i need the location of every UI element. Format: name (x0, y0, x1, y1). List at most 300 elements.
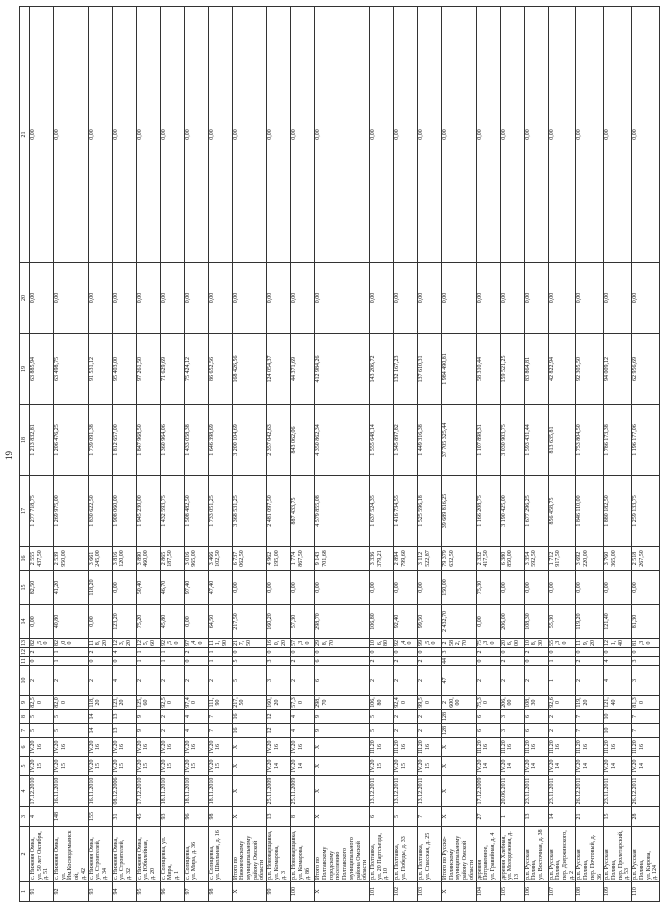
table-cell: 10 (604, 710, 632, 724)
table-cell: 1 (208, 657, 232, 666)
table-cell: 3 112 522,87 (417, 547, 441, 571)
table-cell: р.п. Русская Поляна, пер. Пролетарский, д. 53 (604, 827, 632, 882)
table-cell: 0 (88, 657, 112, 666)
table-cell: 102 (393, 882, 417, 902)
table-row (548, 7, 576, 902)
table-cell: 2 (476, 648, 500, 657)
table-cell: 125,60 (136, 639, 160, 648)
table-cell: 3 (441, 648, 476, 657)
header-cell: 13 (20, 639, 30, 648)
table-cell: 55,30 (548, 605, 576, 639)
table-cell: деревня Хлебная, ул. Молодежная, д. 13 (500, 827, 524, 882)
table-cell: 0,00 (267, 7, 291, 263)
table-cell: 82,50 (30, 696, 54, 710)
table-cell: 2 (393, 710, 417, 724)
table-cell: IV.2015 (30, 757, 54, 776)
table-cell: 42 822,94 (548, 334, 576, 405)
table-cell: 217,50 (232, 605, 267, 639)
table-cell: 94 (112, 882, 136, 902)
table-cell: 1 984 490,81 (441, 334, 476, 405)
table-cell: IV.2014 (548, 757, 576, 776)
table-cell: 155 (88, 807, 112, 827)
table-cell: 2 (291, 657, 315, 666)
table-cell: 0,00 (393, 571, 417, 605)
table-cell: 0,00 (524, 7, 548, 263)
table-cell: 3 354 592,50 (524, 547, 548, 571)
table-cell: 0 (604, 648, 632, 657)
table-cell: 0,00 (88, 263, 112, 334)
table-cell: 103 (417, 882, 441, 902)
table-cell: 79 379 632,50 (441, 547, 476, 571)
table-cell: 26.12.2011 (632, 776, 660, 807)
table-cell: 0 (232, 648, 267, 657)
table-cell: 0,00 (54, 7, 89, 263)
header-row (20, 7, 30, 902)
table-cell: 1 908 060,00 (112, 476, 136, 547)
table-cell: с. Нижняя Омка, ул. 50 лет Октября, д. 51 (30, 827, 54, 882)
table-cell: р.п. Полтавка, ул. Спасская, д. 25 (417, 827, 441, 882)
table-cell: 0,00 (112, 571, 136, 605)
header-cell: 14 (20, 605, 30, 639)
table-cell: 2 (160, 710, 184, 724)
table-cell: 0,00 (30, 605, 54, 639)
table-cell: 2 (548, 724, 576, 738)
table-cell: 6 (315, 666, 370, 696)
table-cell: IV.2015 (160, 757, 184, 776)
table-cell: 160,20 (267, 696, 291, 710)
table-cell: 111,90 (208, 696, 232, 710)
table-cell: 0,00 (369, 571, 393, 605)
table-cell: 82,50 (30, 639, 54, 648)
table-row (417, 7, 441, 902)
table-cell: 71 629,69 (160, 334, 184, 405)
table-cell: 0,00 (369, 7, 393, 263)
table-cell: 0 (291, 648, 315, 657)
table-cell: X (315, 882, 370, 902)
table-cell: 121,40 (604, 696, 632, 710)
table-cell: 143 206,72 (369, 334, 393, 405)
table-cell: 6 737 062,50 (232, 547, 267, 571)
table-cell: 6 (369, 807, 393, 827)
table-cell: 2 (30, 666, 54, 696)
table-cell: 0,00 (267, 571, 291, 605)
table-cell: 0 (267, 648, 291, 657)
table-cell: IV.2016 (54, 738, 89, 757)
table-cell: 1 637 524,35 (369, 476, 393, 547)
table-cell: 82,00 (54, 696, 89, 710)
table-cell: 2 (417, 657, 441, 666)
table-cell: 13 (112, 710, 136, 724)
header-cell: 18 (20, 405, 30, 476)
table-cell: 100 (291, 882, 315, 902)
table-cell: 7 (632, 724, 660, 738)
table-cell: III.2016 (548, 738, 576, 757)
table-row (136, 7, 160, 902)
table-cell: 2 (393, 666, 417, 696)
table-cell: 57,30 (291, 605, 315, 639)
table-cell: 0,00 (604, 263, 632, 334)
table-cell: 47,40 (208, 571, 232, 605)
table-cell: IV.2016 (208, 738, 232, 757)
table-cell: 3 (632, 657, 660, 666)
table-cell: 0,00 (441, 263, 476, 334)
table-cell: 2 (393, 657, 417, 666)
table-cell: 13.12.2011 (393, 776, 417, 807)
table-cell: 27 (476, 807, 500, 827)
table-cell: р.п. Русская Поляна, пер. Дзержинского, д. 2 (548, 827, 576, 882)
table-cell: 1 677 296,25 (524, 476, 548, 547)
table-cell: 0,00 (88, 7, 112, 263)
table-cell: 64,50 (208, 605, 232, 639)
table-cell: 16.11.2010 (54, 776, 89, 807)
table-cell: 92 (54, 882, 89, 902)
table-cell: 57,30 (291, 696, 315, 710)
table-cell: 9 (315, 724, 370, 738)
table-cell: 106,80 (369, 605, 393, 639)
table-cell: 97,40 (184, 639, 208, 648)
table-cell: X (441, 807, 476, 827)
table-cell: 2 (500, 657, 524, 666)
table-cell: IV.2016 (136, 738, 160, 757)
table-cell: 206,00 (500, 639, 524, 648)
total-row (441, 7, 476, 902)
table-cell: 0,00 (548, 263, 576, 334)
table-cell: 1 739 091,38 (88, 405, 112, 476)
table-cell: с. Нижняя Омка, ул. Строителей, д. 34 (88, 827, 112, 882)
total-row (315, 7, 370, 902)
table-cell: 1 206 476,25 (54, 405, 89, 476)
table-cell: 5 (369, 710, 393, 724)
table-cell: 23.11.2011 (524, 776, 548, 807)
table-cell: 6 (524, 710, 548, 724)
table-cell: 2 (184, 648, 208, 657)
table-row (88, 7, 112, 902)
table-cell: 2 432,70 (441, 605, 476, 639)
table-cell: 0,00 (267, 263, 291, 334)
table-cell: 6 (476, 710, 500, 724)
table-cell: 119,20 (576, 605, 604, 639)
table-cell: III.2016 (417, 738, 441, 757)
table-cell: 123,20 (112, 639, 136, 648)
table-cell: 9 (315, 710, 370, 724)
table-cell: X (315, 757, 370, 776)
table-cell: 4 (291, 710, 315, 724)
table-row (184, 7, 208, 902)
table-cell: 75,30 (476, 571, 500, 605)
table-cell: 0,00 (208, 263, 232, 334)
table-cell: 18.11.2010 (208, 776, 232, 807)
table-cell: 206,00 (500, 605, 524, 639)
table-cell: р.п. Нововарщавка, ул. Комарова, д. 8б (291, 827, 315, 882)
table-cell: 4 (112, 648, 136, 657)
table-cell: 5 (54, 710, 89, 724)
table-cell: 2 (524, 648, 548, 657)
table-cell: 0,00 (184, 263, 208, 334)
table-cell: 1 646 398,69 (208, 405, 232, 476)
table-cell: 1 880 182,50 (604, 476, 632, 547)
table-cell: 3 336 379,21 (369, 547, 393, 571)
table-cell: 82,00 (54, 639, 89, 648)
table-cell: IV.2014 (500, 757, 524, 776)
table-cell: IV.2016 (267, 738, 291, 757)
table-cell: X (441, 882, 476, 902)
table-cell: 57,30 (291, 639, 315, 648)
table-row (500, 7, 524, 902)
table-cell: 50,40 (136, 571, 160, 605)
table-cell: 97,40 (184, 696, 208, 710)
table-cell: 75,30 (476, 639, 500, 648)
table-cell: 4 579 855,08 (315, 476, 370, 547)
table-cell: 118,20 (88, 696, 112, 710)
table-cell: III.2016 (369, 738, 393, 757)
table-cell: 0,00 (524, 263, 548, 334)
table-cell: 41,20 (54, 571, 89, 605)
table-cell: 44 (441, 657, 476, 666)
table-cell: 0 (369, 648, 393, 657)
table-cell: 110 (632, 882, 660, 902)
table-cell: 21 (576, 807, 604, 827)
table-cell: 412 984,26 (315, 334, 370, 405)
table-cell: 0 (524, 657, 548, 666)
table-cell: 0,00 (476, 263, 500, 334)
table-cell: 3 466 102,50 (208, 547, 232, 571)
table-cell: 92,40 (393, 639, 417, 648)
table-cell: 55,30 (548, 639, 576, 648)
table-cell: 58 310,44 (476, 334, 500, 405)
table-cell: 813 635,81 (548, 405, 576, 476)
table-cell: X (315, 738, 370, 757)
table-cell: 17.12.2009 (476, 776, 500, 807)
table-cell: IV.2015 (417, 757, 441, 776)
table-cell: 0,00 (88, 605, 112, 639)
table-cell: 0 (184, 657, 208, 666)
table-cell: 92,50 (160, 696, 184, 710)
table-cell: 1 166 208,75 (476, 476, 500, 547)
table-cell: 3 (267, 666, 291, 696)
table-cell: 16 (232, 724, 267, 738)
table-cell: 2 (291, 666, 315, 696)
table-cell: 3 200 104,69 (232, 405, 267, 476)
table-cell: 123,20 (112, 605, 136, 639)
table-cell: 1 508 482,50 (184, 476, 208, 547)
table-cell: 23.11.2011 (604, 776, 632, 807)
table-cell: 108,30 (524, 605, 548, 639)
table-cell: 99 (267, 882, 291, 902)
table-cell: 4 (184, 710, 208, 724)
table-cell: III.2016 (632, 738, 660, 757)
table-cell: 5 (393, 807, 417, 827)
table-cell: 0,00 (632, 7, 660, 263)
table-cell: 14 (88, 710, 112, 724)
table-cell: 121,40 (604, 639, 632, 648)
table-cell: IV.2015 (112, 757, 136, 776)
table-cell: 1 525 596,18 (417, 476, 441, 547)
table-cell: с. Нижняя Омка, ул. Юбилейная, д. 20 (136, 827, 160, 882)
table-cell: 0,00 (393, 7, 417, 263)
table-cell: 75 424,12 (184, 334, 208, 405)
table-cell: 95 403,00 (112, 334, 136, 405)
table-cell: III.2016 (500, 738, 524, 757)
table-cell: р.п. Нововарщавка, ул. Комарова, д. 3 (267, 827, 291, 882)
table-cell: 0,00 (632, 571, 660, 605)
table-cell: 1 (548, 666, 576, 696)
table-cell: 137 610,31 (417, 334, 441, 405)
table-cell: 124 054,37 (267, 334, 291, 405)
table-cell: 13 (112, 724, 136, 738)
table-cell: 0,00 (232, 7, 267, 263)
table-cell: 1 433 058,38 (184, 405, 208, 476)
table-cell: 2 894 799,60 (393, 547, 417, 571)
table-cell: 1 (208, 648, 232, 657)
table-cell: 14 (88, 724, 112, 738)
header-cell: 12 (20, 648, 30, 657)
header-cell: 11 (20, 657, 30, 666)
table-cell: 0,00 (417, 571, 441, 605)
table-cell: 2 481 097,50 (267, 476, 291, 547)
table-cell: X (315, 807, 370, 827)
table-cell: IV.2016 (112, 738, 136, 757)
header-cell: 10 (20, 666, 30, 696)
table-cell: 28 (632, 807, 660, 827)
table-cell: 0,00 (500, 263, 524, 334)
table-cell: 0 (632, 648, 660, 657)
header-cell: 15 (20, 571, 30, 605)
table-cell: 26.12.2011 (576, 776, 604, 807)
table-row (476, 7, 500, 902)
table-cell: 1 712 917,50 (548, 547, 576, 571)
table-cell: 0 (315, 648, 370, 657)
table-cell: 82,50 (30, 571, 54, 605)
table-cell: с. Солнцевка, ул. Мира, д. 36 (184, 827, 208, 882)
table-cell: 0,00 (315, 7, 370, 263)
table-cell: 0,00 (136, 263, 160, 334)
table-cell: 0,00 (291, 571, 315, 605)
table-row (112, 7, 136, 902)
header-cell: 20 (20, 263, 30, 334)
table-cell: X (232, 738, 267, 757)
table-cell: 37 705 325,44 (441, 405, 476, 476)
table-cell: 45 (136, 807, 160, 827)
table-cell: 0,00 (136, 7, 160, 263)
table-cell: 2 (524, 666, 548, 696)
table-cell: 0,00 (291, 7, 315, 263)
table-cell: 9 (136, 710, 160, 724)
table-row (160, 7, 184, 902)
table-cell: 2 (160, 724, 184, 738)
table-cell: 2 (393, 724, 417, 738)
table-cell: 5 (30, 724, 54, 738)
table-cell: 81,30 (632, 696, 660, 710)
table-cell: 98 (208, 882, 232, 902)
table-cell: 0,00 (54, 263, 89, 334)
table-cell: 1 (136, 657, 160, 666)
table-cell: 2 (208, 666, 232, 696)
table-cell: 6 (315, 657, 370, 666)
table-cell: р.п. Русская Поляна, ул. Восточная, д. 38 (524, 827, 548, 882)
table-row (208, 7, 232, 902)
table-cell: 99,50 (417, 639, 441, 648)
table-cell: 10 (604, 724, 632, 738)
table-cell: 1 (136, 648, 160, 657)
table-cell: 92,50 (160, 639, 184, 648)
table-cell: 3 368 531,25 (232, 476, 267, 547)
table-cell: 5 (369, 724, 393, 738)
table-cell: 1 830 622,50 (88, 476, 112, 547)
table-cell: 2 865 187,50 (160, 547, 184, 571)
table-cell: 08.12.2006 (112, 776, 136, 807)
table-row (632, 7, 660, 902)
table-cell: 160,20 (267, 639, 291, 648)
table-cell: 107 (548, 882, 576, 902)
header-cell: 3 (20, 807, 30, 827)
table-cell: 2 (369, 657, 393, 666)
table-cell: 6 (524, 724, 548, 738)
table-cell: 1 360 964,06 (160, 405, 184, 476)
table-cell: 97 (184, 882, 208, 902)
table-cell: 0,00 (208, 7, 232, 263)
table-cell: III.2016 (393, 738, 417, 757)
table-cell: 1 (54, 657, 89, 666)
table-cell: 95 (136, 882, 160, 902)
table-cell: 2 555 437,50 (30, 547, 54, 571)
table-cell: 0,00 (576, 571, 604, 605)
table-cell: 2 (136, 666, 160, 696)
table-cell: 2 (548, 710, 576, 724)
table-cell: 17.12.2010 (30, 776, 54, 807)
table-cell: 13.12.2011 (417, 776, 441, 807)
table-cell: 125,60 (136, 696, 160, 710)
table-cell: 0,00 (30, 263, 54, 334)
table-cell: 106,80 (369, 696, 393, 710)
table-cell: 2 (369, 666, 393, 696)
table-cell: 1 (160, 648, 184, 657)
table-cell: 6 380 850,00 (500, 547, 524, 571)
table-cell: 118,20 (88, 639, 112, 648)
table-cell: 0,00 (30, 7, 54, 263)
table-cell: р.п. Русская Поляна, ул. Кирова, д. 124 (632, 827, 660, 882)
table-cell: с. Нижняя Омка, ул. Им.Космодемьянской, д. 42 (54, 827, 89, 882)
table-cell: 1 (160, 657, 184, 666)
table-cell: 1 733 051,25 (208, 476, 232, 547)
table-cell: 0,00 (184, 605, 208, 639)
table-cell: 93 (88, 882, 112, 902)
table-cell: 168 426,56 (232, 334, 267, 405)
table-cell: IV.2014 (576, 757, 604, 776)
table-cell: 1 786 173,38 (604, 405, 632, 476)
table-cell: 20.06.2011 (500, 776, 524, 807)
table-cell: 5 (30, 710, 54, 724)
table-cell: 3 016 965,00 (184, 547, 208, 571)
table-cell: 3 (500, 724, 524, 738)
table-cell: 40,80 (54, 605, 89, 639)
table-cell: 1 753 804,50 (576, 405, 604, 476)
table-cell: 1 269 975,00 (54, 476, 89, 547)
table-cell: 2 (417, 724, 441, 738)
table-cell: 92 305,50 (576, 334, 604, 405)
table-cell: 97 261,50 (136, 334, 160, 405)
table-cell: 298,70 (315, 639, 370, 648)
table-cell: 3 (267, 657, 291, 666)
table-cell: 7 (576, 710, 604, 724)
table-cell: 123,20 (112, 696, 136, 710)
header-cell: 4 (20, 776, 30, 807)
table-cell: 3 760 365,00 (604, 547, 632, 571)
table-cell: 0,00 (500, 7, 524, 263)
table-cell: 13.12.2011 (369, 776, 393, 807)
table-cell: IV.2016 (160, 738, 184, 757)
table-cell: 8 (291, 807, 315, 827)
table-cell: 12 (267, 710, 291, 724)
